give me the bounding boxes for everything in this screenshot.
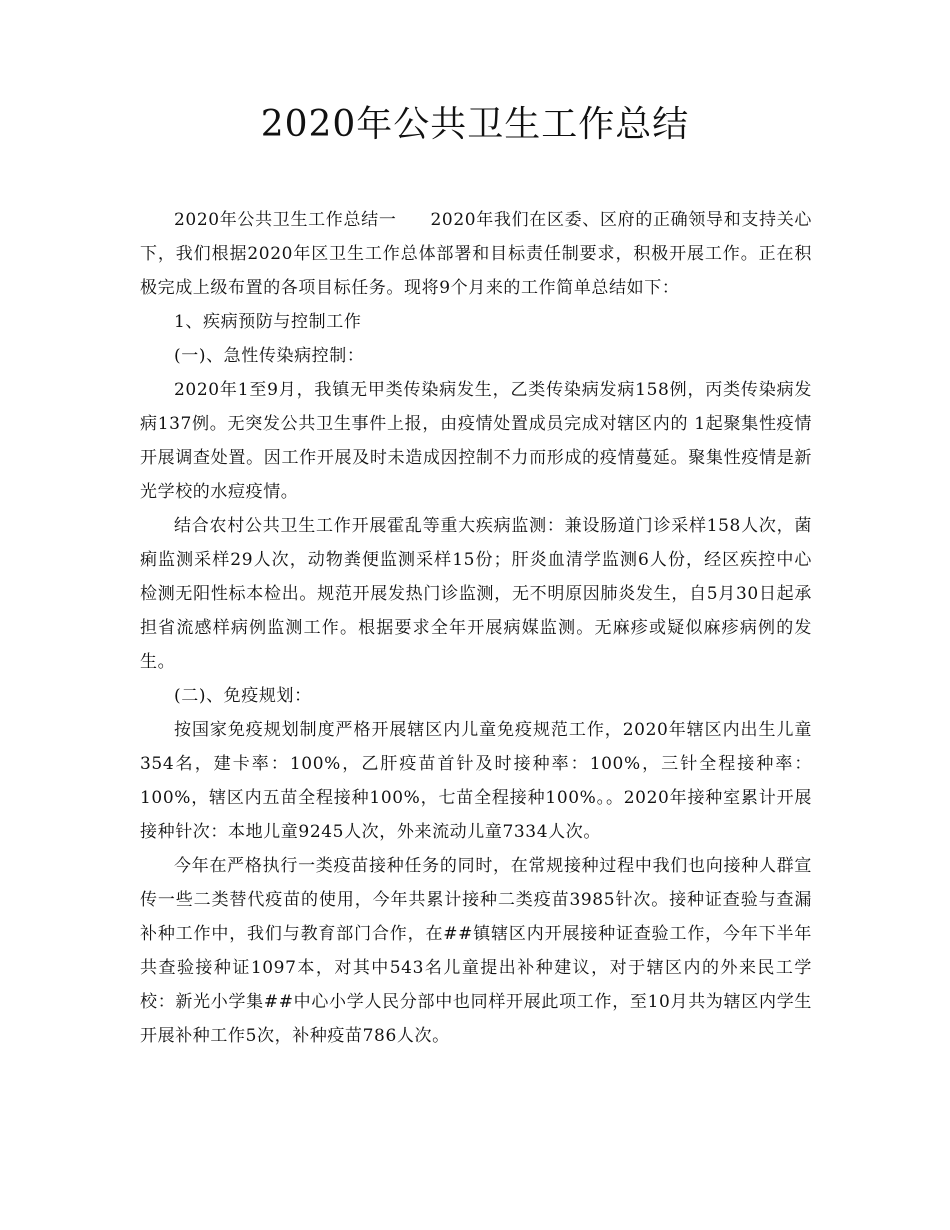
subsection-heading: (一)、急性传染病控制： (174, 346, 365, 366)
subsection-heading: (二)、免疫规划： (174, 686, 312, 706)
paragraph: 2020年1至9月，我镇无甲类传染病发生，乙类传染病发病158例，丙类传染病发病137例。无突发公共卫生事件上报，由疫情处置成员完成对辖区内的 1起聚集性疫情开展调查处置。因工作开展及时未造成因控制不力而形成的疫情蔓延。聚集性疫情是新光学校的水痘疫情。 (140, 380, 812, 502)
paragraph: 今年在严格执行一类疫苗接种任务的同时，在常规接种过程中我们也向接种人群宣传一些二类替代疫苗的使用，今年共累计接种二类疫苗3985针次。接种证查验与查漏补种工作中，我们与教育部门合作，在##镇辖区内开展接种证查验工作，今年下半年共查验接种证1097本，对其中543名儿童提出补种建议，对于辖区内的外来民工学校：新光小学集##中心小学人民分部中也同样开展此项工作，至10月共为辖区内学生开展补种工作5次，补种疫苗786人次。 (140, 856, 812, 1046)
document-title: 2020年公共卫生工作总结 (260, 104, 690, 145)
paragraph-intro (140, 203, 812, 305)
paragraph: 结合农村公共卫生工作开展霍乱等重大疾病监测：兼设肠道门诊采样158人次，菌痢监测采样29人次，动物粪便监测采样15份；肝炎血清学监测6人份，经区疾控中心检测无阳性标本检出。规范开展发热门诊监测，无不明原因肺炎发生，自5月30日起承担省流感样病例监测工作。根据要求全年开展病媒监测。无麻疹或疑似麻疹病例的发生。 (140, 516, 812, 672)
section-heading: 1、疾病预防与控制工作 (174, 312, 362, 332)
paragraph: 按国家免疫规划制度严格开展辖区内儿童免疫规范工作，2020年辖区内出生儿童354名，建卡率：100%，乙肝疫苗首针及时接种率：100%，三针全程接种率：100%，辖区内五苗全程接种100%，七苗全程接种100%。。2020年接种室累计开展接种针次：本地儿童9245人次，外来流动儿童7334人次。 (140, 720, 812, 842)
document-body (140, 203, 812, 1053)
intro-label: 2020年公共卫生工作总结一 (174, 210, 397, 230)
intro-text: 2020年我们在区委、区府的正确领导和支持关心下，我们根据2020年区卫生工作总体部署和目标责任制要求，积极开展工作。正在积极完成上级布置的各项目标任务。现将9个月来的工作简单总结如下： (140, 210, 812, 298)
